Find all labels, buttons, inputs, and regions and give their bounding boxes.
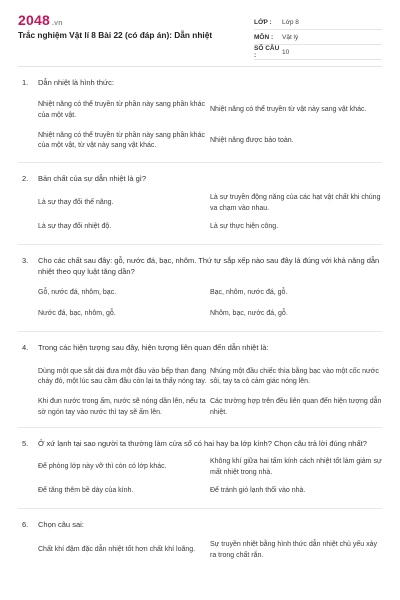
answer-option[interactable]: Sự truyền nhiệt bằng hình thức dẫn nhiệt chủ yếu xảy ra trong chất rắn. — [210, 541, 377, 559]
question-divider — [18, 331, 382, 332]
question-1 — [0, 77, 400, 158]
question-text: Dẫn nhiệt là hình thức: — [38, 78, 114, 87]
answer-option[interactable]: Nhúng một đầu chiếc thìa bằng bạc vào một cốc nước sôi, tay ta có cảm giác nóng lên. — [210, 367, 379, 385]
meta-value: Lớp 8 — [282, 18, 299, 26]
question-text: Cho các chất sau đây: gỗ, nước đá, bạc, nhôm. Thứ tự sắp xếp nào sau đây là đúng với khả năng dẫn nhiệt theo quy luật tăng dần? — [38, 256, 380, 276]
question-number: 4. — [22, 343, 29, 352]
question-2 — [0, 173, 400, 238]
answer-option[interactable]: Là sự thay đổi thế năng. — [38, 199, 114, 207]
meta-label: MÔN : — [254, 33, 274, 41]
meta-label: LỚP : — [254, 18, 272, 26]
page-title: Trắc nghiệm Vật lí 8 Bài 22 (có đáp án): Dẫn nhiệt — [18, 30, 213, 40]
meta-count-row — [254, 45, 382, 60]
header — [0, 0, 400, 66]
answer-option[interactable]: Khi đun nước trong ấm, nước sẽ nóng dần lên, nếu ta sờ ngón tay vào nước thì tay sẽ ấm lên. — [38, 398, 206, 416]
question-number: 5. — [22, 439, 29, 448]
question-divider — [18, 162, 382, 163]
question-text: Trong các hiện tượng sau đây, hiện tượng liên quan đến dẫn nhiệt là: — [38, 343, 269, 352]
question-text: Chọn câu sai: — [38, 520, 84, 529]
meta-class-row — [254, 15, 382, 30]
answer-option[interactable]: Chất khí đậm đặc dẫn nhiệt tốt hơn chất khí loãng. — [38, 546, 196, 554]
question-list — [0, 77, 400, 564]
meta-subject-row — [254, 30, 382, 45]
answer-option[interactable]: Nhôm, bạc, nước đá, gỗ. — [210, 310, 288, 318]
meta-label: SỐ CÂU : — [254, 45, 280, 59]
question-number: 1. — [22, 78, 29, 87]
site-logo[interactable] — [18, 12, 63, 28]
answer-option[interactable]: Nhiệt năng có thể truyền từ phần này sang phần khác của một vật, từ vật này sang vật khác. — [38, 131, 205, 149]
question-number: 3. — [22, 256, 29, 265]
answer-option[interactable]: Là sự truyền động năng của các hạt vật chất khi chúng va chạm vào nhau. — [210, 194, 381, 212]
question-divider — [18, 427, 382, 428]
answer-option[interactable]: Không khí giữa hai tấm kính cách nhiệt tốt làm giảm sự mất nhiệt trong nhà. — [210, 458, 382, 476]
question-6 — [0, 519, 400, 564]
answer-option[interactable]: Để tránh gió lạnh thổi vào nhà. — [210, 487, 306, 495]
logo-suffix: .vn — [51, 20, 63, 27]
question-divider — [18, 244, 382, 245]
question-text: Ở xứ lạnh tại sao người ta thường làm cửa sổ có hai hay ba lớp kính? Chọn câu trả lời đúng nhất? — [38, 439, 367, 448]
answer-option[interactable]: Dùng một que sắt dài đưa một đầu vào bếp than đang cháy đỏ, một lúc sau cầm đầu còn lại ta thấy nóng tay. — [38, 367, 207, 385]
answer-option[interactable]: Bạc, nhôm, nước đá, gỗ. — [210, 289, 288, 297]
meta-value: 10 — [282, 48, 290, 56]
logo-text: 2048 — [18, 12, 50, 28]
answer-option[interactable]: Nước đá, bạc, nhôm, gỗ. — [38, 310, 116, 318]
answer-option[interactable]: Là sự thay đổi nhiệt độ. — [38, 223, 112, 231]
answer-option[interactable]: Nhiệt năng có thể truyền từ vật này sang vật khác. — [210, 106, 367, 114]
meta-value: Vật lý — [282, 33, 299, 41]
answer-option[interactable]: Để tăng thêm bề dày của kính. — [38, 487, 134, 495]
answer-option[interactable]: Để phòng lớp này vỡ thì còn có lớp khác. — [38, 463, 167, 471]
question-number: 2. — [22, 174, 29, 183]
question-divider — [18, 508, 382, 509]
answer-option[interactable]: Là sự thực hiện công. — [210, 223, 279, 231]
question-4 — [0, 342, 400, 421]
answer-option[interactable]: Nhiệt năng có thể truyền từ phần này sang phần khác của một vật. — [38, 101, 205, 119]
question-5 — [0, 438, 400, 502]
answer-option[interactable]: Các trường hợp trên đều liên quan đến hiện tượng dẫn nhiệt. — [210, 398, 382, 416]
question-text: Bản chất của sự dẫn nhiệt là gì? — [38, 174, 147, 183]
question-number: 6. — [22, 520, 29, 529]
header-divider — [18, 66, 382, 67]
quiz-meta — [254, 15, 382, 60]
answer-option[interactable]: Nhiệt năng được bảo toàn. — [210, 136, 294, 144]
question-3 — [0, 255, 400, 325]
answer-option[interactable]: Gỗ, nước đá, nhôm, bạc. — [38, 289, 117, 297]
